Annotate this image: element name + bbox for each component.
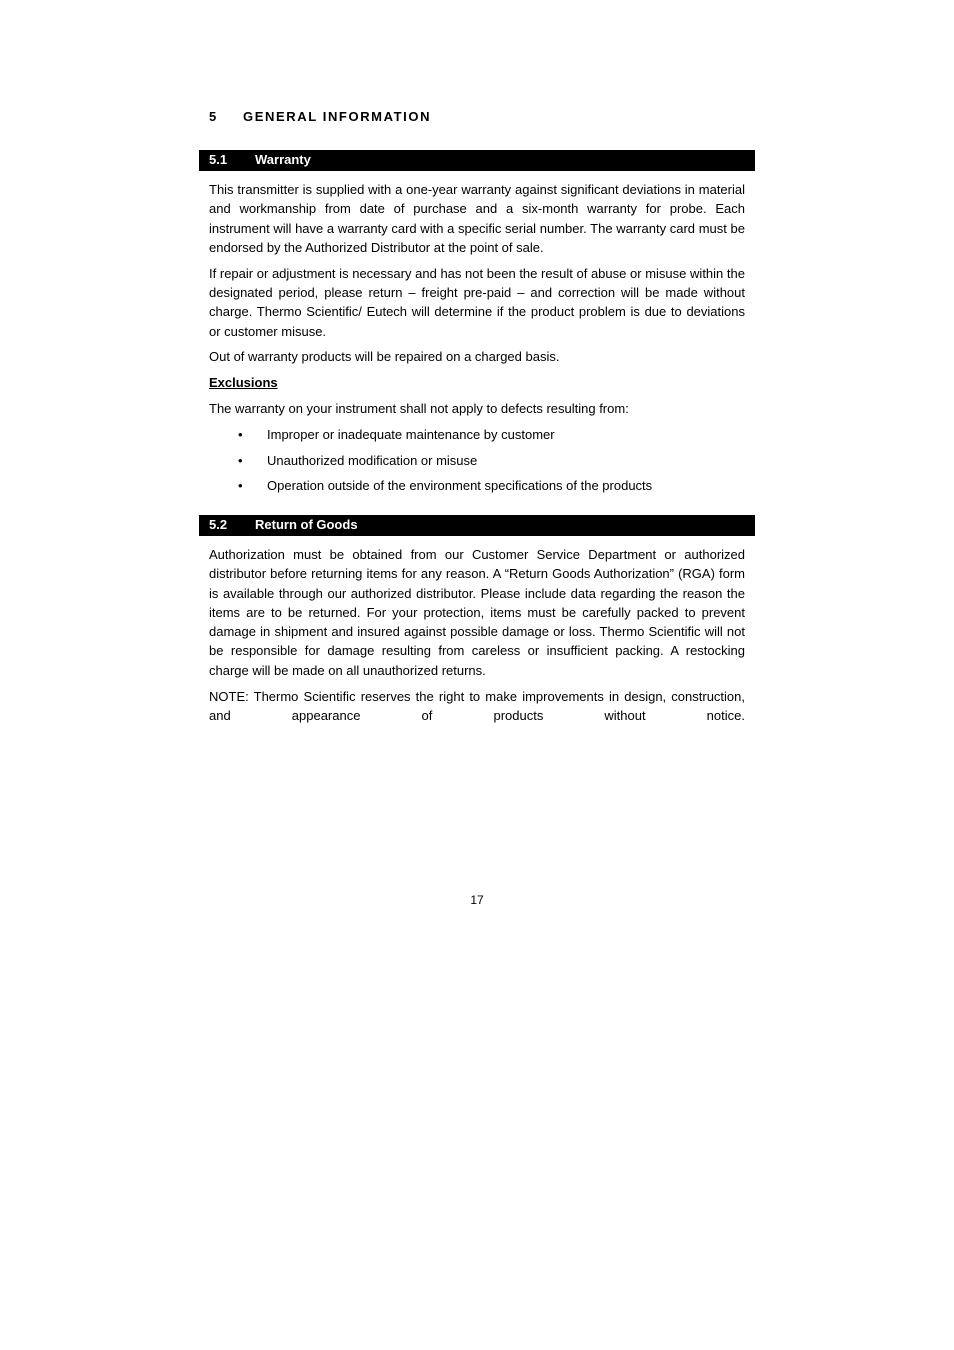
chapter-number: 5 (209, 109, 218, 124)
bullet-icon: • (238, 426, 243, 442)
section-number: 5.2 (209, 517, 228, 532)
return-paragraph-1: Authorization must be obtained from our Customer Service Department or authorized distributor before returning items for any reason. A “Return Goods Authorization” (RGA) form is available through our authorized distributor. Please include data regarding the reason the items are to be returned. For your protection, items must be carefully packed to prevent damage in shipment and insured against possible damage or loss. Thermo Scientific will not be responsible for damage resulting from careless or insufficient packing. A restocking charge will be made on all unauthorized returns. (209, 547, 745, 678)
list-item-text: Unauthorized modification or misuse (267, 452, 478, 468)
list-item (209, 451, 745, 470)
warranty-paragraph-3: Out of warranty products will be repaired on a charged basis. (209, 349, 560, 365)
exclusions-subheading: Exclusions (209, 375, 278, 391)
return-section-body (209, 545, 745, 732)
warranty-paragraph-2: If repair or adjustment is necessary and has not been the result of abuse or misuse within the designated period, please return – freight pre-paid – and correction will be made without charge. Thermo Scientific/ Eutech will determine if the product problem is due to deviations or customer misuse. (209, 265, 745, 339)
bullet-icon: • (238, 478, 243, 494)
chapter-title: GENERAL INFORMATION (243, 109, 432, 124)
warranty-paragraph-1: This transmitter is supplied with a one-year warranty against significant deviations in material and workmanship from date of purchase and a six-month warranty for probe. Each instrument will have a warranty card with a specific serial number. The warranty card must be endorsed by the Authorized Distributor at the point of sale. (209, 182, 745, 255)
section-header-warranty (199, 150, 755, 171)
list-item (209, 476, 745, 495)
section-title: Return of Goods (255, 517, 358, 532)
warranty-section-body (209, 180, 745, 502)
list-item (209, 425, 745, 444)
list-item-text: Improper or inadequate maintenance by customer (267, 426, 555, 442)
exclusions-list (209, 425, 745, 496)
exclusions-intro: The warranty on your instrument shall not apply to defects resulting from: (209, 400, 629, 416)
bullet-icon: • (238, 452, 243, 468)
section-header-return-of-goods (199, 515, 755, 536)
section-number: 5.1 (209, 152, 228, 167)
page-number: 17 (470, 893, 484, 907)
return-note-paragraph: NOTE: Thermo Scientific reserves the right to make improvements in design, construction, and appearance of products without notice. (209, 688, 745, 723)
list-item-text: Operation outside of the environment specifications of the products (267, 478, 653, 494)
chapter-heading (209, 109, 431, 124)
section-title: Warranty (255, 152, 311, 167)
